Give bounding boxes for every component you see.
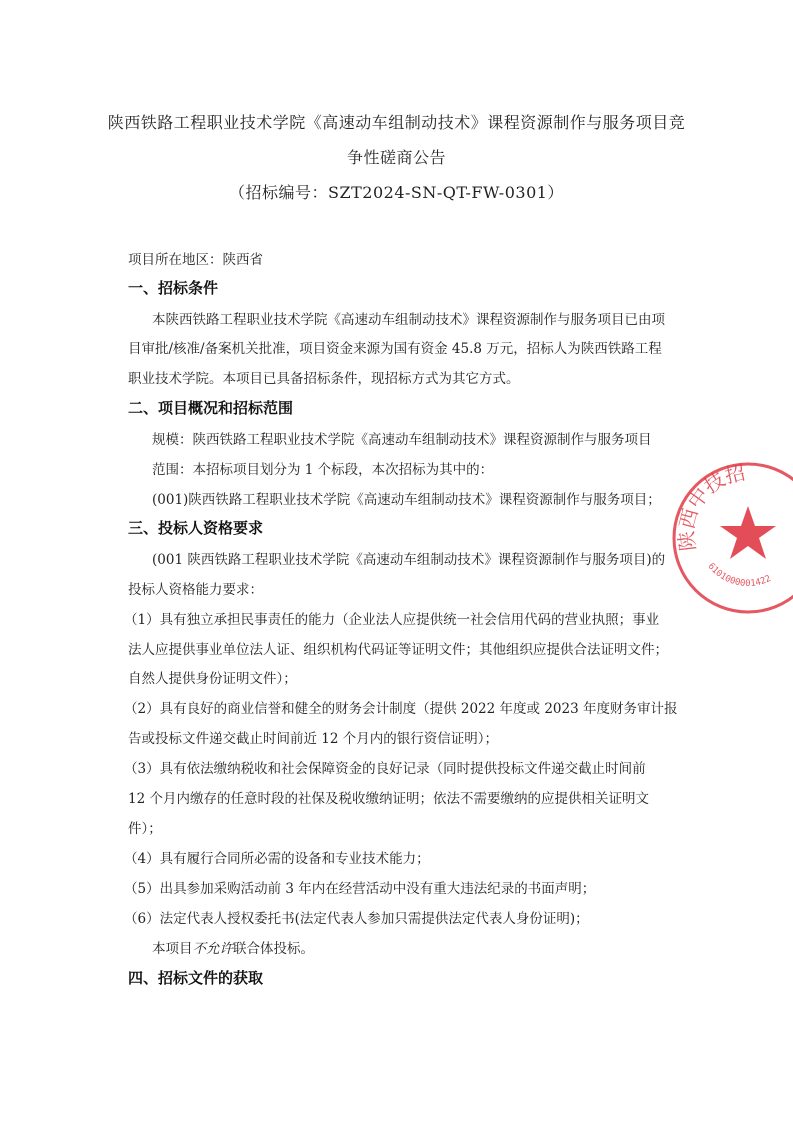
body-line: （6）法定代表人授权委托书(法定代表人参加只需提供法定代表人身份证明)； <box>124 911 589 927</box>
body-line: 本陕西铁路工程职业技术学院《高速动车组制动技术》课程资源制作与服务项目已由项 <box>152 312 665 328</box>
body-line: 自然人提供身份证明文件）； <box>128 671 297 687</box>
section-heading-conditions: 一、招标条件 <box>128 279 219 297</box>
body-line: （1）具有独立承担民事责任的能力（企业法人应提供统一社会信用代码的营业执照；事业 <box>124 612 660 628</box>
section-heading-qualifications: 三、投标人资格要求 <box>128 519 264 537</box>
consortium-note <box>152 937 692 957</box>
body-line: 告或投标文件递交截止时间前近 12 个月内的银行资信证明）； <box>128 731 499 747</box>
consortium-emphasis: 不允许 <box>192 941 233 957</box>
seal-text-bottom: 6101000001422 <box>705 561 773 590</box>
announcement-title-line2: 争性磋商公告 <box>346 148 446 167</box>
seal-text-top: 陕西中技招 <box>673 460 748 553</box>
announcement-title-line1: 陕西铁路工程职业技术学院《高速动车组制动技术》课程资源制作与服务项目竞 <box>107 113 686 132</box>
project-region: 项目所在地区：陕西省 <box>128 252 263 268</box>
body-line: 职业技术学院。本项目已具备招标条件，现招标方式为其它方式。 <box>128 371 520 387</box>
consortium-prefix: 本项目 <box>152 941 193 957</box>
body-line: 目审批/核准/备案机关批准，项目资金来源为国有资金 45.8 万元，招标人为陕西铁路工程 <box>128 341 662 357</box>
section-heading-documents: 四、招标文件的获取 <box>128 969 264 987</box>
body-line: （3）具有依法缴纳税收和社会保障资金的良好记录（同时提供投标文件递交截止时间前 <box>124 761 646 777</box>
body-line: 投标人资格能力要求： <box>128 582 263 598</box>
body-line: 12 个月内缴存的任意时段的社保及税收缴纳证明；依法不需要缴纳的应提供相关证明文 <box>128 791 649 807</box>
body-line: 范围：本招标项目划分为 1 个标段，本次招标为其中的： <box>152 462 494 478</box>
body-line: 法人应提供事业单位法人证、组织机构代码证等证明文件；其他组织应提供合法证明文件； <box>128 642 668 658</box>
tender-code: （招标编号：SZT2024-SN-QT-FW-0301） <box>229 183 564 202</box>
body-line: (001)陕西铁路工程职业技术学院《高速动车组制动技术》课程资源制作与服务项目； <box>152 492 661 508</box>
body-line: (001 陕西铁路工程职业技术学院《高速动车组制动技术》课程资源制作与服务项目)的 <box>152 552 666 568</box>
body-line: （5）出具参加采购活动前 3 年内在经营活动中没有重大违法纪录的书面声明； <box>124 881 596 897</box>
body-line: （4）具有履行合同所必需的设备和专业技术能力； <box>124 851 430 867</box>
company-seal <box>668 458 793 618</box>
body-line: 件）； <box>128 821 162 837</box>
body-line: （2）具有良好的商业信誉和健全的财务会计制度（提供 2022 年度或 2023 年度财务审计报 <box>124 701 678 717</box>
seal-star-icon <box>720 506 776 559</box>
section-heading-overview: 二、项目概况和招标范围 <box>128 399 294 417</box>
body-line: 规模：陕西铁路工程职业技术学院《高速动车组制动技术》课程资源制作与服务项目 <box>152 432 652 448</box>
consortium-suffix: 联合体投标。 <box>233 941 314 957</box>
